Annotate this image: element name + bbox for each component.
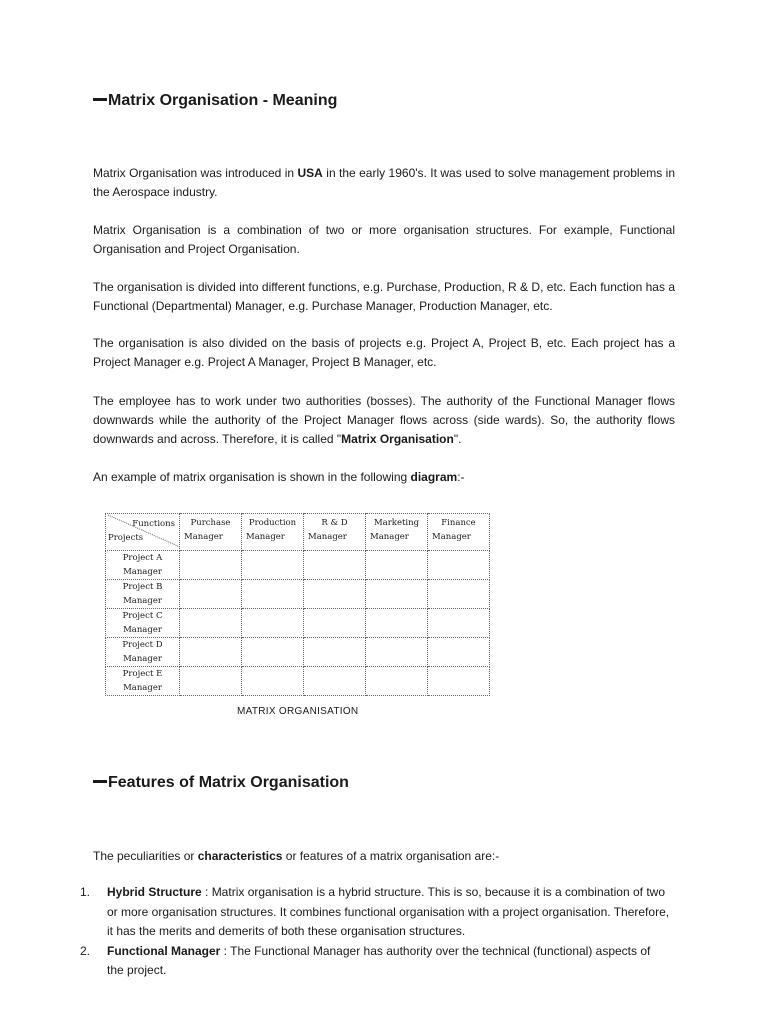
matrix-cell	[242, 667, 304, 696]
row-header-line2: Manager	[123, 654, 162, 664]
column-header-line2: Manager	[432, 532, 471, 542]
list-number: 2.	[80, 943, 91, 958]
matrix-diagram	[105, 513, 490, 696]
feature-title: Functional Manager	[107, 943, 221, 958]
matrix-cell	[180, 609, 242, 638]
column-header-line1: Production	[248, 518, 297, 528]
paragraph-intro	[93, 164, 675, 202]
matrix-cell	[428, 667, 490, 696]
bold-text: diagram	[410, 470, 458, 484]
bold-text: USA	[297, 166, 323, 180]
list-item	[80, 942, 670, 981]
matrix-row	[106, 609, 490, 638]
heading-dash-icon	[93, 780, 107, 783]
paragraph-functions: The organisation is divided into different functions, e.g. Purchase, Production, R & D, etc. Each function has a Functional (Departmental) Manager, e.g. Purchase Manager, Production Manager, etc.	[93, 280, 675, 313]
row-header-line2: Manager	[123, 683, 162, 693]
list-number: 1.	[80, 885, 91, 899]
row-header-line1: Project C	[122, 611, 163, 621]
diagram-caption: MATRIX ORGANISATION	[237, 706, 359, 717]
paragraph-combination: Matrix Organisation is a combination of two or more organisation structures. For example, Functional Organisation and Project Organisation.	[93, 223, 675, 256]
row-header-line1: Project B	[122, 582, 163, 592]
feature-text: : Matrix organisation is a hybrid structure. This is so, because it is a combination of two or more organisation structures. It combines functional organisation with a project organisation. Therefore, it has the merits and demerits of both these organisation structures.	[107, 885, 670, 938]
matrix-row	[106, 580, 490, 609]
matrix-cell	[180, 551, 242, 580]
column-header-line2: Manager	[308, 532, 347, 542]
text-run: Matrix Organisation was introduced in	[93, 166, 298, 180]
column-header-line1: R & D	[321, 518, 348, 528]
text-run: :-	[457, 470, 465, 484]
bold-text: Matrix Organisation	[341, 432, 454, 446]
column-header	[428, 514, 490, 551]
row-header-line1: Project A	[122, 553, 163, 563]
matrix-cell	[428, 638, 490, 667]
feature-text: : The Functional Manager has authority over the technical (functional) aspects of the project.	[107, 943, 651, 977]
section-title: Features of Matrix Organisation	[108, 774, 349, 791]
column-header	[366, 514, 428, 551]
text-run: The employee has to work under two authorities (bosses). The authority of the Functional Manager flows downwards while the authority of the Project Manager flows across (side wards). So, the authority flows downwards and across. Therefore, it is called "	[93, 394, 675, 446]
column-header	[304, 514, 366, 551]
column-header-line2: Manager	[184, 532, 223, 542]
row-header	[106, 638, 180, 667]
column-header-line2: Manager	[246, 532, 285, 542]
matrix-cell	[304, 667, 366, 696]
matrix-cell	[304, 609, 366, 638]
row-header-line1: Project D	[122, 640, 163, 650]
row-header-line2: Manager	[123, 567, 162, 577]
matrix-cell	[242, 551, 304, 580]
text-run: The peculiarities or	[93, 849, 198, 863]
matrix-cell	[304, 638, 366, 667]
corner-projects-label: Projects	[108, 533, 144, 543]
row-header	[106, 667, 180, 696]
paragraph-projects: The organisation is also divided on the basis of projects e.g. Project A, Project B, etc. Each project has a Project Manager e.g. Project A Manager, Project B Manager, etc.	[93, 336, 675, 369]
matrix-cell	[366, 580, 428, 609]
matrix-cell	[428, 609, 490, 638]
row-header	[106, 551, 180, 580]
text-run: ".	[453, 432, 462, 446]
matrix-cell	[366, 638, 428, 667]
matrix-row	[106, 638, 490, 667]
column-header-line1: Purchase	[190, 518, 231, 528]
row-header-line1: Project E	[122, 669, 163, 679]
heading-dash-icon	[93, 98, 107, 101]
list-item	[80, 883, 670, 942]
matrix-cell	[428, 551, 490, 580]
text-run: in the early 1960's. It was used to solve management problems in the Aerospace industry.	[93, 166, 675, 199]
matrix-cell	[428, 580, 490, 609]
paragraph-diagram-intro	[93, 468, 675, 487]
matrix-header-row	[106, 514, 490, 551]
matrix-cell	[366, 609, 428, 638]
row-header-line2: Manager	[123, 625, 162, 635]
matrix-cell	[180, 667, 242, 696]
column-header-line1: Finance	[441, 518, 476, 528]
matrix-cell	[304, 551, 366, 580]
section-heading-meaning	[93, 92, 337, 110]
row-header	[106, 609, 180, 638]
matrix-cell	[304, 580, 366, 609]
row-header	[106, 580, 180, 609]
column-header-line2: Manager	[370, 532, 409, 542]
column-header	[242, 514, 304, 551]
matrix-row	[106, 551, 490, 580]
matrix-cell	[366, 667, 428, 696]
matrix-cell	[180, 638, 242, 667]
matrix-corner-cell	[106, 514, 180, 551]
bold-text: characteristics	[197, 849, 283, 863]
text-run: or features of a matrix organisation are:-	[282, 849, 500, 863]
matrix-cell	[242, 609, 304, 638]
column-header-line1: Marketing	[373, 518, 420, 528]
column-header	[180, 514, 242, 551]
feature-title: Hybrid Structure	[107, 885, 202, 899]
matrix-cell	[242, 638, 304, 667]
features-list	[80, 883, 670, 981]
matrix-cell	[180, 580, 242, 609]
matrix-row	[106, 667, 490, 696]
paragraph-authority	[93, 392, 675, 449]
corner-functions-label: Functions	[132, 519, 175, 529]
section-heading-features	[93, 774, 349, 792]
section-title: Matrix Organisation - Meaning	[108, 92, 338, 109]
matrix-cell	[366, 551, 428, 580]
text-run: An example of matrix organisation is shown in the following	[93, 470, 411, 484]
matrix-cell	[242, 580, 304, 609]
matrix-table	[105, 513, 490, 696]
row-header-line2: Manager	[123, 596, 162, 606]
paragraph-features-intro	[93, 847, 675, 866]
